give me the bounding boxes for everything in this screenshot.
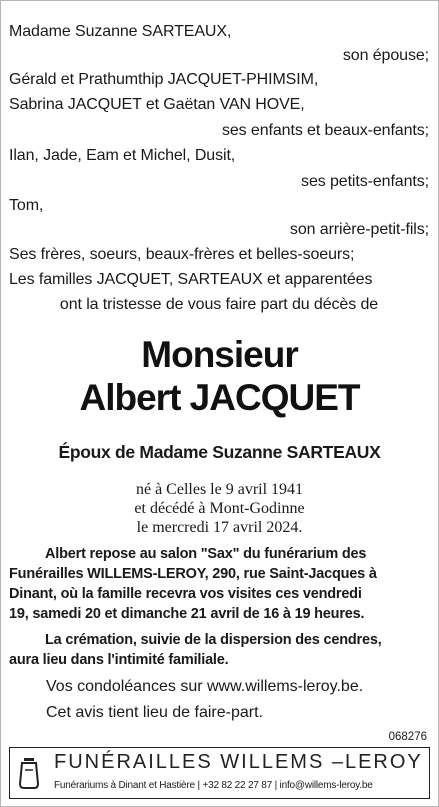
- notice-line: Cet avis tient lieu de faire-part.: [46, 704, 263, 721]
- birth-line: né à Celles le 9 avril 1941: [135, 481, 304, 498]
- funeral-home-contact: Funérariums à Dinant et Hastière | +32 82 22 27 87 | info@willems-leroy.be: [54, 780, 373, 791]
- death-place-line: et décédé à Mont-Godinne: [134, 500, 305, 517]
- family-line-1: Madame Suzanne SARTEAUX,: [9, 23, 232, 40]
- family-line-2: son épouse;: [342, 47, 429, 64]
- funeral-home-name: FUNÉRAILLES WILLEMS –LEROY: [54, 751, 423, 773]
- cremation-line-1: La crémation, suivie de la dispersion des cendres,: [45, 632, 382, 648]
- cremation-paragraph: [9, 630, 429, 670]
- cremation-line-2: aura lieu dans l'intimité familiale.: [9, 652, 229, 668]
- family-line-10: Ses frères, soeurs, beaux-frères et belles-soeurs;: [9, 246, 355, 263]
- deceased-name: Albert JACQUET: [79, 377, 360, 418]
- family-line-3: Gérald et Prathumthip JACQUET-PHIMSIM,: [9, 71, 319, 88]
- death-date-line: le mercredi 17 avril 2024.: [136, 519, 303, 536]
- visitation-line-4: 19, samedi 20 et dimanche 21 avril de 16 à 19 heures.: [9, 606, 365, 622]
- family-line-9: son arrière-petit-fils;: [289, 221, 429, 238]
- family-line-8: Tom,: [9, 197, 44, 214]
- family-line-7: ses petits-enfants;: [301, 173, 429, 190]
- condolences-line: Vos condoléances sur www.willems-leroy.be.: [46, 678, 364, 695]
- family-line-6: Ilan, Jade, Eam et Michel, Dusit,: [9, 147, 236, 164]
- reference-number: 068276: [388, 731, 427, 743]
- funeral-home-footer: [9, 747, 430, 799]
- family-line-4: Sabrina JACQUET et Gaëtan VAN HOVE,: [9, 96, 305, 113]
- visitation-paragraph: [9, 544, 429, 624]
- family-line-12: ont la tristesse de vous faire part du décès de: [59, 296, 379, 313]
- family-line-5: ses enfants et beaux-enfants;: [221, 122, 429, 139]
- urn-logo-icon: [18, 756, 40, 790]
- spouse-line: Époux de Madame Suzanne SARTEAUX: [58, 442, 381, 462]
- visitation-line-3: Dinant, où la famille recevra vos visites ces vendredi: [9, 586, 362, 602]
- visitation-line-1: Albert repose au salon "Sax" du funérarium des: [45, 546, 367, 562]
- visitation-line-2: Funérailles WILLEMS-LEROY, 290, rue Saint-Jacques à: [9, 566, 377, 582]
- deceased-title: Monsieur: [141, 334, 298, 375]
- family-line-11: Les familles JACQUET, SARTEAUX et apparentées: [9, 271, 373, 288]
